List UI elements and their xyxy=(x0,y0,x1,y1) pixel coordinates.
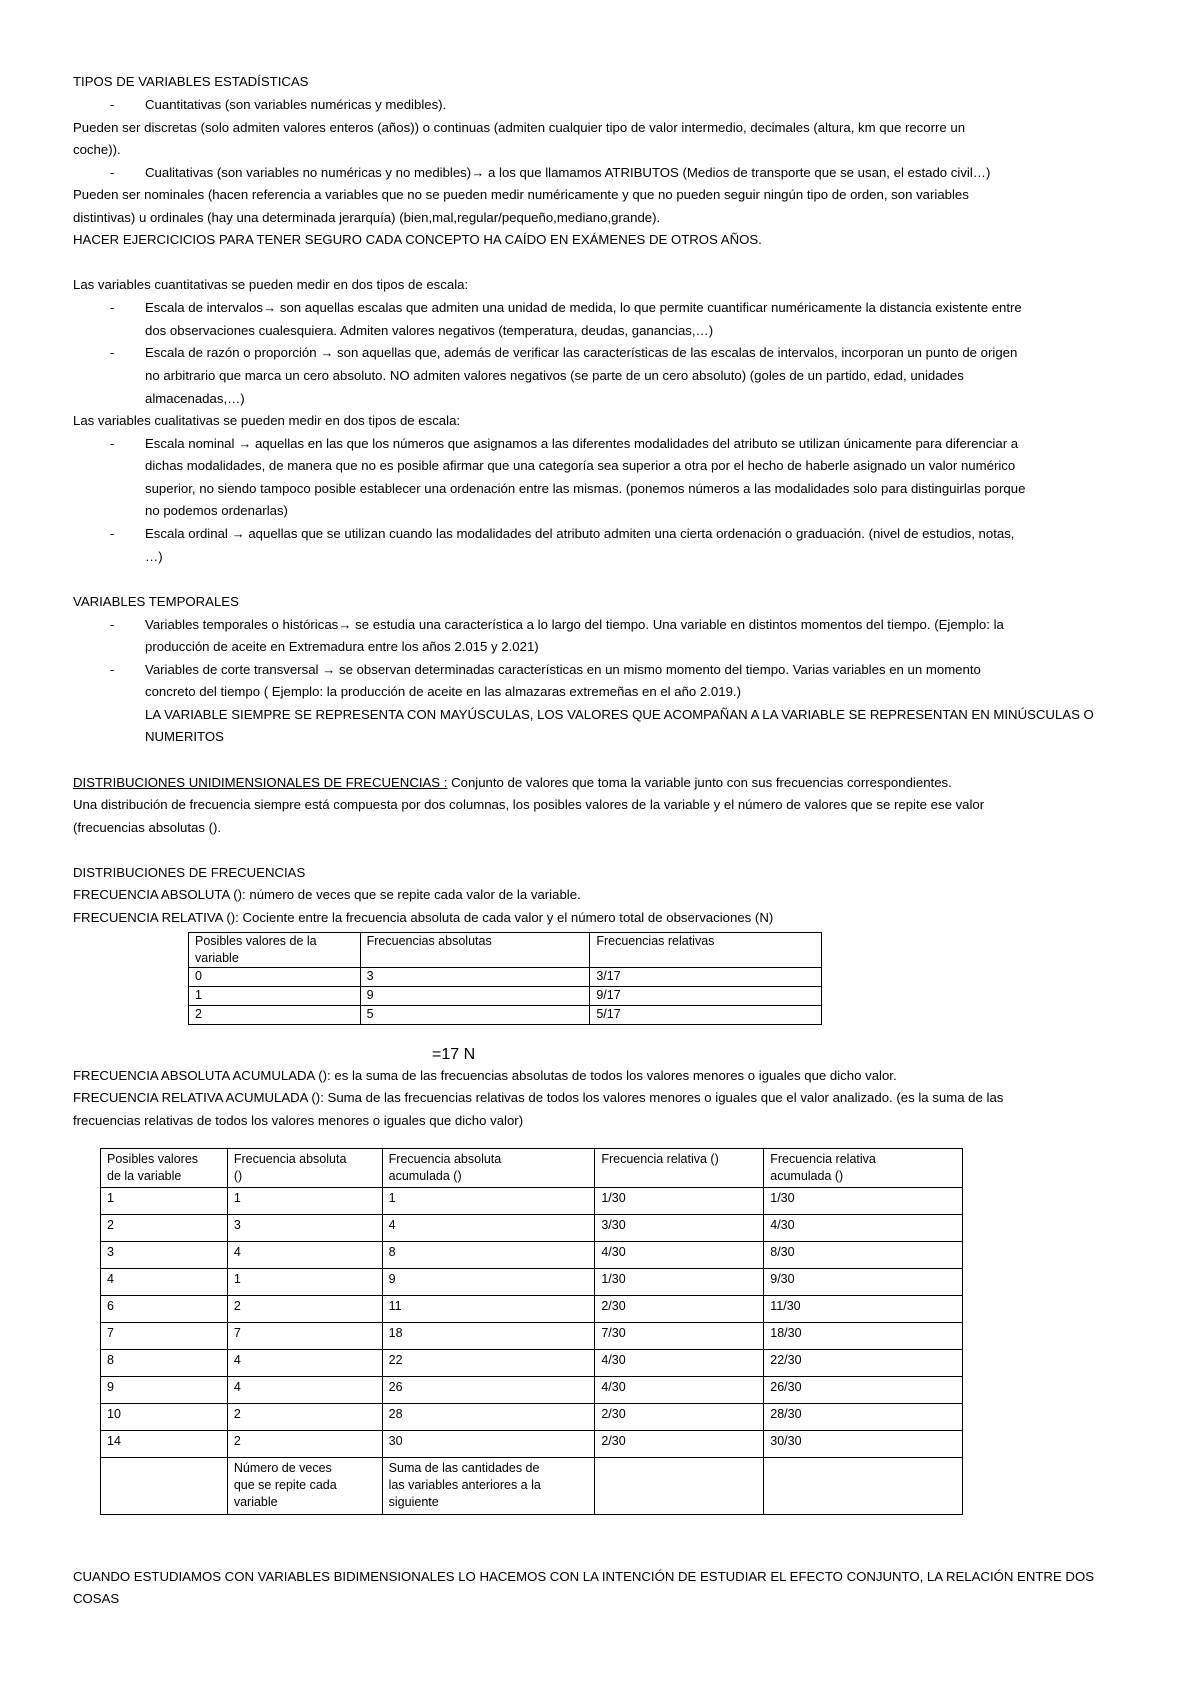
text-line: no podemos ordenarlas) xyxy=(145,503,288,518)
text-line: HACER EJERCICICIOS PARA TENER SEGURO CADA CONCEPTO HA CAÍDO EN EXÁMENES DE OTROS AÑOS. xyxy=(73,232,762,247)
table-cell: 2 xyxy=(101,1215,228,1242)
table-cell: 0 xyxy=(189,968,361,987)
text-line: superior, no siendo tampoco posible establecer una ordenación entre las mismas. (ponemos números a las modalidades solo para distinguirlas porque xyxy=(145,481,1026,496)
table-row xyxy=(101,1350,963,1377)
table-cell: 9/17 xyxy=(590,987,822,1006)
table-cell: 4 xyxy=(382,1215,595,1242)
text-line: Cuantitativas (son variables numéricas y medibles). xyxy=(145,97,447,112)
table-cell: 1 xyxy=(189,987,361,1006)
text-line: FRECUENCIA RELATIVA (): Cociente entre la frecuencia absoluta de cada valor y el número total de observaciones (N) xyxy=(73,910,774,925)
header-text: Frecuencia relativa acumulada () xyxy=(770,1152,876,1183)
text-line: FRECUENCIA ABSOLUTA (): número de veces que se repite cada valor de la variable. xyxy=(73,887,581,902)
text-line: Cualitativas (son variables no numéricas y no medibles)→ a los que llamamos ATRIBUTOS (Medios de transporte que se usan, el estado civil…) xyxy=(145,165,991,180)
table-cell: 5/17 xyxy=(590,1006,822,1025)
bullet-dash: - xyxy=(110,165,115,180)
table-cell: 3 xyxy=(227,1215,382,1242)
table-cell: 4/30 xyxy=(764,1215,963,1242)
header-text: Posibles valores de la variable xyxy=(195,934,317,965)
table-cell: 9 xyxy=(360,987,590,1006)
table-cell: 2 xyxy=(227,1296,382,1323)
table-cell: 26/30 xyxy=(764,1377,963,1404)
table-cell: 22/30 xyxy=(764,1350,963,1377)
section-title-tipos: TIPOS DE VARIABLES ESTADÍSTICAS xyxy=(73,74,309,89)
table-row xyxy=(189,987,822,1006)
table-cell: 2 xyxy=(227,1431,382,1458)
header-text: Frecuencias relativas xyxy=(596,934,715,948)
text-line: COSAS xyxy=(73,1591,120,1606)
table-cell: 26 xyxy=(382,1377,595,1404)
text-line: Escala nominal → aquellas en las que los números que asignamos a las diferentes modalidades del atributo se utilizan únicamente para diferenciar a xyxy=(145,436,1019,451)
table-cell: 4 xyxy=(227,1377,382,1404)
table-row xyxy=(101,1269,963,1296)
table-row xyxy=(101,1296,963,1323)
definition-text: Conjunto de valores que toma la variable junto con sus frecuencias correspondientes. xyxy=(447,775,952,790)
table-row xyxy=(101,1323,963,1350)
table-cell: 2/30 xyxy=(595,1296,764,1323)
header-text: Frecuencia absoluta acumulada () xyxy=(388,1152,502,1183)
table-cell: 3/17 xyxy=(590,968,822,987)
text-line: frecuencias relativas de todos los valores menores o iguales que dicho valor) xyxy=(73,1113,524,1128)
text-line: Las variables cuantitativas se pueden medir en dos tipos de escala: xyxy=(73,277,469,292)
bullet-dash: - xyxy=(110,345,115,360)
table-header-cell xyxy=(382,1149,595,1188)
table-cell: 28/30 xyxy=(764,1404,963,1431)
table-cell xyxy=(764,1458,963,1515)
bullet-dash: - xyxy=(110,97,115,112)
text-line: Escala de intervalos→ son aquellas escalas que admiten una unidad de medida, lo que permite cuantificar numéricamente la distancia existente entre xyxy=(145,300,1022,315)
table-cell xyxy=(595,1458,764,1515)
table-cell: 2/30 xyxy=(595,1431,764,1458)
text-line: no arbitrario que marca un cero absoluto. NO admiten valores negativos (se parte de un cero absoluto) (goles de un partido, edad, unidades xyxy=(145,368,964,383)
section-title-distribuciones: DISTRIBUCIONES DE FRECUENCIAS xyxy=(73,865,306,880)
table-row xyxy=(189,1006,822,1025)
table-header-cell xyxy=(590,933,822,968)
table-cell: 7 xyxy=(227,1323,382,1350)
table-cell: 7/30 xyxy=(595,1323,764,1350)
table-row xyxy=(101,1215,963,1242)
table-header-cell xyxy=(101,1149,228,1188)
total-n-label: =17 N xyxy=(432,1046,476,1063)
bullet-dash: - xyxy=(110,617,115,632)
table-cell: 1/30 xyxy=(595,1269,764,1296)
table-header-cell xyxy=(360,933,590,968)
table-row xyxy=(101,1431,963,1458)
table-cell: 9 xyxy=(382,1269,595,1296)
table-cell: 1 xyxy=(101,1188,228,1215)
table-cell xyxy=(227,1458,382,1515)
table-cell: 2 xyxy=(189,1006,361,1025)
table-cell: 9 xyxy=(101,1377,228,1404)
table-cell: 1 xyxy=(227,1269,382,1296)
table-cell: 8 xyxy=(101,1350,228,1377)
table-header-cell xyxy=(227,1149,382,1188)
bullet-dash: - xyxy=(110,662,115,677)
header-text: Posibles valores de la variable xyxy=(107,1152,199,1183)
table-cell: 1 xyxy=(227,1188,382,1215)
table-cell: 30/30 xyxy=(764,1431,963,1458)
table-cell: 5 xyxy=(360,1006,590,1025)
footer-note: Número de veces que se repite cada variable xyxy=(233,1461,337,1509)
table-cell: 22 xyxy=(382,1350,595,1377)
table-row xyxy=(101,1242,963,1269)
text-line: Las variables cualitativas se pueden medir en dos tipos de escala: xyxy=(73,413,461,428)
bullet-dash: - xyxy=(110,526,115,541)
text-line: coche)). xyxy=(73,142,121,157)
header-text: Frecuencia absoluta () xyxy=(233,1152,347,1183)
footer-note: Suma de las cantidades de las variables anteriores a la siguiente xyxy=(388,1461,541,1509)
table-cell: 18 xyxy=(382,1323,595,1350)
table-cell: 8 xyxy=(382,1242,595,1269)
section-title-temporales: VARIABLES TEMPORALES xyxy=(73,594,239,609)
table-cell: 4 xyxy=(227,1242,382,1269)
text-line: Variables de corte transversal → se observan determinadas características en un mismo momento del tiempo. Varias variables en un momento xyxy=(145,662,981,677)
table-cell xyxy=(101,1458,228,1515)
text-line: distintivas) u ordinales (hay una determinada jerarquía) (bien,mal,regular/pequeño,mediano,grande). xyxy=(73,210,661,225)
frequency-table-cumulative xyxy=(100,1148,963,1515)
table-cell: 10 xyxy=(101,1404,228,1431)
table-cell xyxy=(382,1458,595,1515)
frequency-table-simple xyxy=(188,932,822,1025)
text-line: Variables temporales o históricas→ se estudia una característica a lo largo del tiempo. Una variable en distintos momentos del tiempo. (Ejemplo: la xyxy=(145,617,1004,632)
table-row xyxy=(189,968,822,987)
table-cell: 3 xyxy=(101,1242,228,1269)
text-line: …) xyxy=(145,549,163,564)
table-cell: 2/30 xyxy=(595,1404,764,1431)
table-cell: 14 xyxy=(101,1431,228,1458)
text-line: almacenadas,…) xyxy=(145,391,245,406)
table-row xyxy=(101,1377,963,1404)
bullet-dash: - xyxy=(110,300,115,315)
table-cell: 28 xyxy=(382,1404,595,1431)
table-cell: 1 xyxy=(382,1188,595,1215)
table-cell: 18/30 xyxy=(764,1323,963,1350)
bullet-dash: - xyxy=(110,436,115,451)
table-cell: 9/30 xyxy=(764,1269,963,1296)
text-line: Escala ordinal → aquellas que se utilizan cuando las modalidades del atributo admiten una cierta ordenación o graduación. (nivel de estudios, notas, xyxy=(145,526,1015,541)
table-cell: 4/30 xyxy=(595,1350,764,1377)
table-cell: 6 xyxy=(101,1296,228,1323)
table-header-cell xyxy=(595,1149,764,1188)
text-line: Escala de razón o proporción → son aquellas que, además de verificar las características de las escalas de intervalos, incorporan un punto de origen xyxy=(145,345,1018,360)
text-line: Pueden ser nominales (hacen referencia a variables que no se pueden medir numéricamente y que no pueden seguir ningún tipo de orden, son variables xyxy=(73,187,969,202)
table-cell: 2 xyxy=(227,1404,382,1431)
table-cell: 11 xyxy=(382,1296,595,1323)
table-cell: 3 xyxy=(360,968,590,987)
text-line: Pueden ser discretas (solo admiten valores enteros (años)) o continuas (admiten cualquier tipo de valor intermedio, decimales (altura, km que recorre un xyxy=(73,120,966,135)
header-text: Frecuencias absolutas xyxy=(366,934,492,948)
table-cell: 1/30 xyxy=(764,1188,963,1215)
table-cell: 4 xyxy=(227,1350,382,1377)
table-header-row xyxy=(189,933,822,968)
text-line: concreto del tiempo ( Ejemplo: la producción de aceite en las almazaras extremeñas en el año 2.019.) xyxy=(145,684,741,699)
table-cell: 3/30 xyxy=(595,1215,764,1242)
table-cell: 4/30 xyxy=(595,1377,764,1404)
text-line xyxy=(73,774,952,792)
table-cell: 4 xyxy=(101,1269,228,1296)
text-line: dichas modalidades, de manera que no es posible afirmar que una categoría sea superior a otra por el hecho de haberle asignado un valor numérico xyxy=(145,458,1016,473)
text-line: NUMERITOS xyxy=(145,729,224,744)
table-row xyxy=(101,1404,963,1431)
text-line: FRECUENCIA ABSOLUTA ACUMULADA (): es la suma de las frecuencias absolutas de todos los valores menores o iguales que dicho valor. xyxy=(73,1068,897,1083)
table-header-cell xyxy=(189,933,361,968)
table-cell: 1/30 xyxy=(595,1188,764,1215)
table-footer-row xyxy=(101,1458,963,1515)
table-row xyxy=(101,1188,963,1215)
text-line: LA VARIABLE SIEMPRE SE REPRESENTA CON MAYÚSCULAS, LOS VALORES QUE ACOMPAÑAN A LA VARIABLE SE REPRESENTAN EN MINÚSCULAS O xyxy=(145,707,1094,722)
section-title-distribuciones-unidimensionales: DISTRIBUCIONES UNIDIMENSIONALES DE FRECUENCIAS : xyxy=(73,775,448,790)
table-cell: 7 xyxy=(101,1323,228,1350)
text-line: dos observaciones cualesquiera. Admiten valores negativos (temperatura, deudas, ganancias,…) xyxy=(145,323,714,338)
table-cell: 11/30 xyxy=(764,1296,963,1323)
table-cell: 8/30 xyxy=(764,1242,963,1269)
text-line: Una distribución de frecuencia siempre está compuesta por dos columnas, los posibles valores de la variable y el número de valores que se repite ese valor xyxy=(73,797,985,812)
table-cell: 4/30 xyxy=(595,1242,764,1269)
text-line: producción de aceite en Extremadura entre los años 2.015 y 2.021) xyxy=(145,639,539,654)
text-line: (frecuencias absolutas (). xyxy=(73,820,222,835)
text-line: FRECUENCIA RELATIVA ACUMULADA (): Suma de las frecuencias relativas de todos los valores menores o iguales que el valor analizado. (es la suma de las xyxy=(73,1090,1004,1105)
text-line: CUANDO ESTUDIAMOS CON VARIABLES BIDIMENSIONALES LO HACEMOS CON LA INTENCIÓN DE ESTUDIAR EL EFECTO CONJUNTO, LA RELACIÓN ENTRE DOS xyxy=(73,1569,1094,1584)
table-header-cell xyxy=(764,1149,963,1188)
header-text: Frecuencia relativa () xyxy=(601,1152,719,1166)
table-header-row xyxy=(101,1149,963,1188)
table-cell: 30 xyxy=(382,1431,595,1458)
